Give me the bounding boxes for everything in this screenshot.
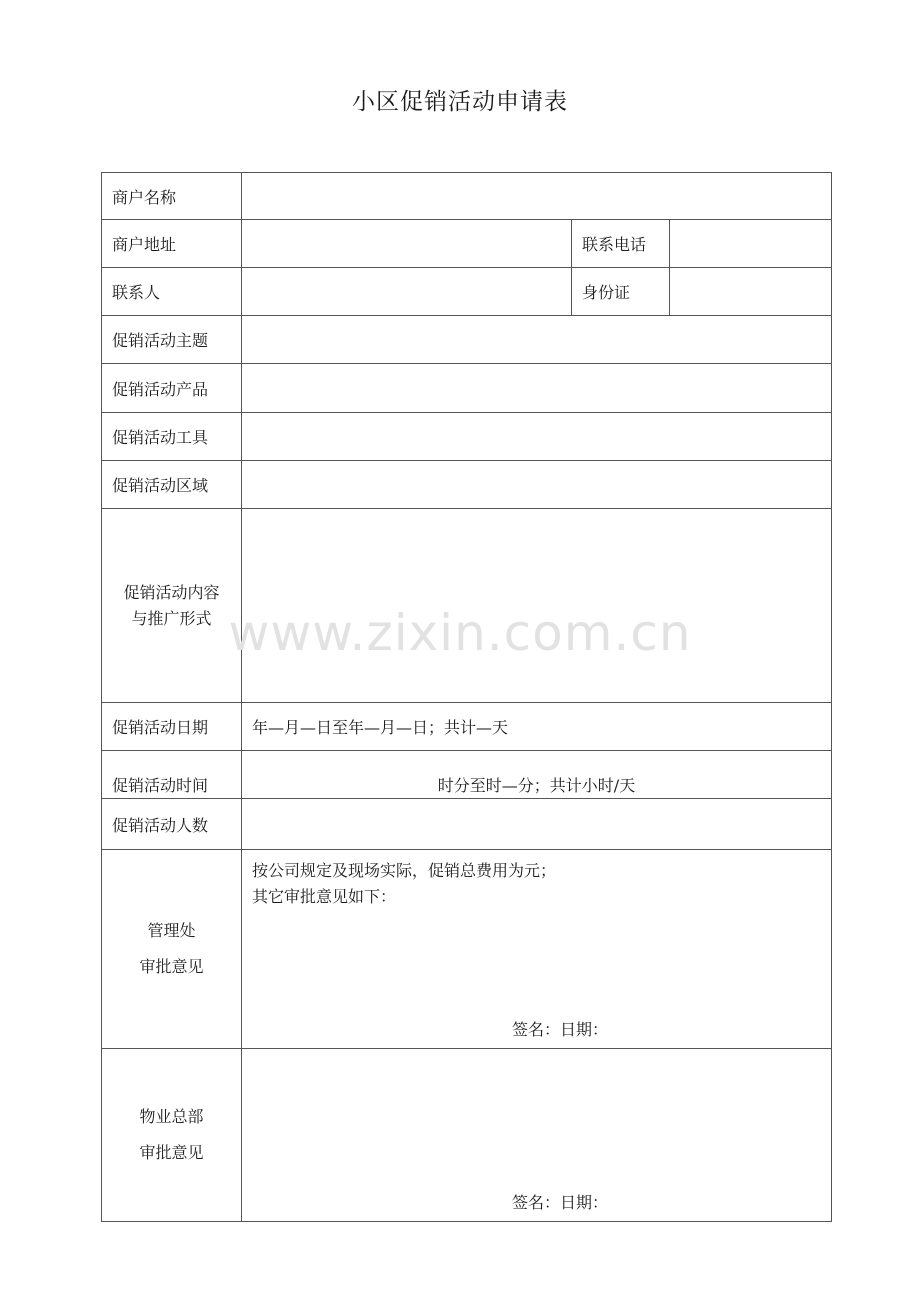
phone-label: 联系电话 [572, 220, 670, 268]
content-label-line1: 促销活动内容 [123, 582, 220, 602]
contact-field[interactable] [242, 268, 572, 316]
tool-field[interactable] [242, 413, 832, 461]
application-form-table [101, 172, 832, 1222]
mgmt-approval-text [252, 858, 556, 910]
hq-signature-date: 签名：日期： [512, 1193, 609, 1212]
merchant-address-field[interactable] [242, 220, 572, 268]
merchant-address-label: 商户地址 [102, 220, 242, 268]
row-product [102, 364, 832, 413]
mgmt-approval-label [102, 850, 242, 1049]
row-hq-approval [102, 1049, 832, 1222]
product-field[interactable] [242, 364, 832, 413]
row-contact [102, 268, 832, 316]
row-time [102, 751, 832, 799]
merchant-name-field[interactable] [242, 173, 832, 220]
form-title: 小区促销活动申请表 [352, 89, 568, 115]
theme-field[interactable] [242, 316, 832, 364]
hq-approval-label [102, 1049, 242, 1222]
area-field[interactable] [242, 461, 832, 509]
watermark: www.zixin.com.cn [228, 604, 692, 662]
id-field[interactable] [670, 268, 832, 316]
row-area [102, 461, 832, 509]
phone-field[interactable] [670, 220, 832, 268]
date-label: 促销活动日期 [102, 703, 242, 751]
time-label: 促销活动时间 [102, 751, 242, 799]
content-label [102, 509, 242, 703]
row-merchant-name [102, 173, 832, 220]
mgmt-text-line1: 按公司规定及现场实际，促销总费用为元； [252, 861, 557, 880]
headcount-label: 促销活动人数 [102, 799, 242, 850]
hq-approval-field[interactable] [242, 1049, 832, 1222]
mgmt-approval-field[interactable] [242, 850, 832, 1049]
theme-label: 促销活动主题 [102, 316, 242, 364]
mgmt-label-line1: 管理处 [147, 921, 196, 940]
date-value[interactable]: 年—月—日至年—月—日；共计—天 [242, 703, 832, 751]
mgmt-signature-date: 签名：日期： [512, 1020, 609, 1039]
mgmt-text-line2: 其它审批意见如下： [252, 887, 397, 906]
row-merchant-address [102, 220, 832, 268]
row-mgmt-approval [102, 850, 832, 1049]
time-value[interactable]: 时分至时—分；共计小时/天 [242, 751, 832, 799]
id-label: 身份证 [572, 268, 670, 316]
row-tool [102, 413, 832, 461]
row-content [102, 509, 832, 703]
headcount-field[interactable] [242, 799, 832, 850]
row-date [102, 703, 832, 751]
row-theme [102, 316, 832, 364]
content-label-line2: 与推广形式 [131, 608, 212, 628]
contact-label: 联系人 [102, 268, 242, 316]
mgmt-label-line2: 审批意见 [139, 957, 204, 976]
hq-label-line1: 物业总部 [139, 1107, 204, 1126]
product-label: 促销活动产品 [102, 364, 242, 413]
area-label: 促销活动区域 [102, 461, 242, 509]
row-headcount [102, 799, 832, 850]
content-field[interactable] [242, 509, 832, 703]
tool-label: 促销活动工具 [102, 413, 242, 461]
hq-label-line2: 审批意见 [139, 1143, 204, 1162]
merchant-name-label: 商户名称 [102, 173, 242, 220]
